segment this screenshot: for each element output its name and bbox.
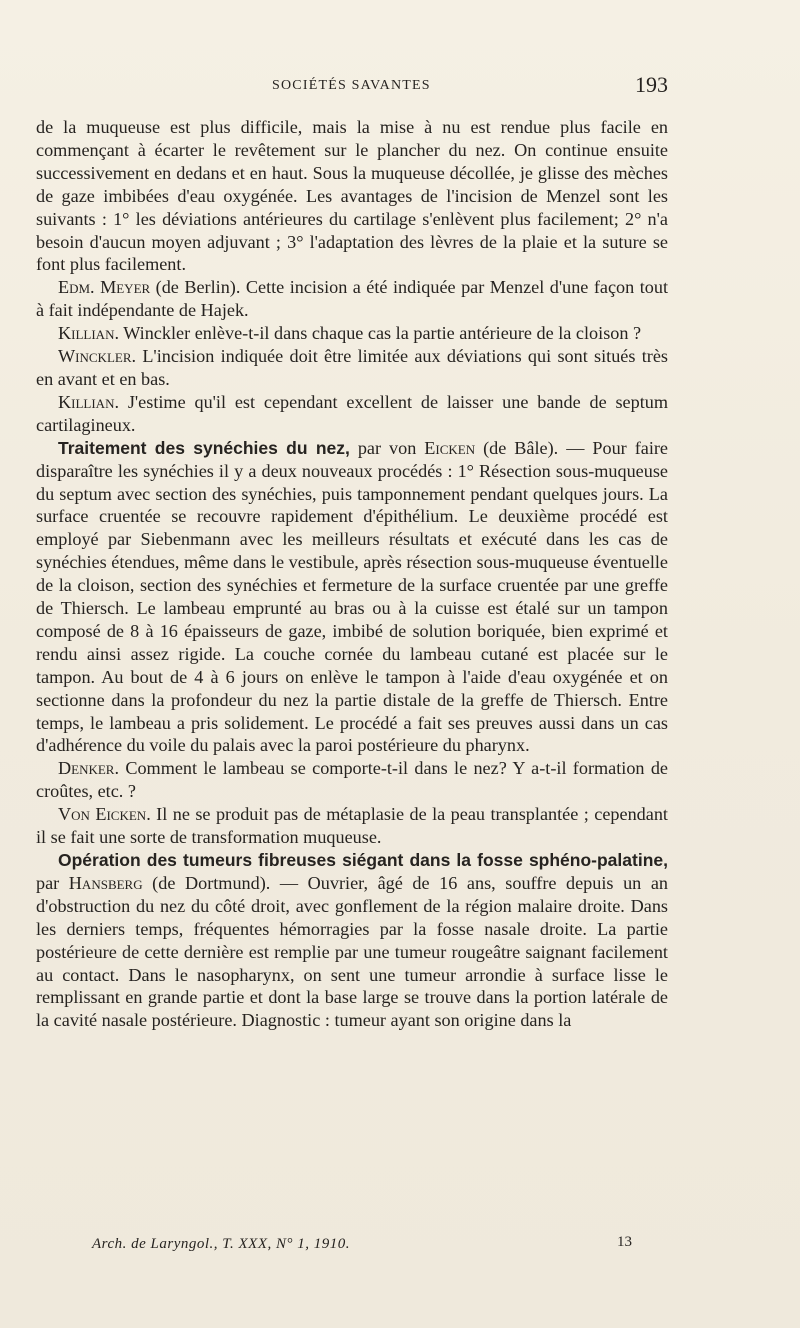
speaker-name: Killian.	[58, 391, 119, 412]
paragraph-text: Winckler enlève-t-il dans chaque cas la partie antérieure de la cloison ?	[119, 323, 642, 344]
paragraph-text: L'incision indiquée doit être limitée aux déviations qui sont situés très en avant et en bas.	[36, 346, 668, 389]
paragraph-text: Il ne se produit pas de métaplasie de la peau transplantée ; cependant il se fait une sorte de transformation muqueuse.	[36, 804, 668, 848]
paragraph-text: Comment le lambeau se comporte-t-il dans le nez? Y a-t-il formation de croûtes, etc. ?	[36, 758, 668, 802]
author-prefix: par	[36, 872, 69, 893]
journal-reference: Arch. de Laryngol., T. XXX, N° 1, 1910.	[92, 1236, 350, 1252]
paragraph-text: J'estime qu'il est cependant excellent de laisser une bande de septum cartilagineux.	[36, 391, 668, 435]
paragraph-text: (de Berlin). Cette incision a été indiquée par Menzel d'une façon tout à fait indépendante de Hajek.	[36, 277, 668, 321]
speaker-name: Killian.	[58, 323, 119, 344]
author-name: Eicken	[424, 437, 476, 458]
paragraph-denker	[36, 757, 668, 803]
paragraph-von-eicken	[36, 803, 668, 849]
page-footer	[92, 1236, 632, 1260]
paragraph-meyer	[36, 276, 668, 322]
paragraph-text: de la muqueuse est plus difficile, mais la mise à nu est rendue plus facile en commençant à écarter le revêtement sur le plancher du nez. On continue ensuite successivement en dedans et en haut. Sous la muqueuse décollée, je glisse des mèches de gaze imbibées d'eau oxygénée. Les avantages de l'incision de Menzel sont les suivants : 1° les déviations antérieures du cartilage s'enlèvent plus facilement; 2° n'a besoin d'aucun moyen adjuvant ; 3° l'adaptation des lèvres de la plaie et la suture se font plus facilement.	[36, 117, 668, 275]
speaker-name: Winckler.	[58, 346, 137, 367]
speaker-name: Edm. Meyer	[58, 277, 151, 298]
section-synechies	[36, 437, 668, 758]
speaker-name: Von Eicken.	[58, 804, 151, 825]
section-heading: Opération des tumeurs fibreuses siégant dans la fosse sphéno-palatine,	[58, 850, 668, 870]
speaker-name: Denker.	[58, 758, 120, 779]
author-name: Hansberg	[68, 872, 143, 893]
paragraph-winckler	[36, 345, 668, 391]
page-number: 193	[635, 72, 668, 97]
paragraph-killian-1	[36, 322, 668, 345]
paragraph-text: (de Bâle). — Pour faire disparaître les synéchies il y a deux nouveaux procédés : 1° Résection sous-muqueuse du septum avec section des synéchies, puis tamponnement pendant quelques jours. La surface cruentée se recouvre rapidement d'épithélium. Le deuxième procédé est employé par Siebenmann avec les meilleurs résultats et exécuté dans les cas de synéchies étendues, même dans le vestibule, après résection sous-muqueuse éventuelle de la cloison, section des synéchies et fermeture de la surface cruentée par une greffe de Thiersch. Le lambeau emprunté au bras ou à la cuisse est étalé sur un tampon composé de 8 à 16 épaisseurs de gaze, imbibé de solution boriquée, bien exprimé et rendu ainsi assez rigide. La couche cornée du lambeau cutané est placée sur le tampon. Au bout de 4 à 6 jours on enlève le tampon à l'aide d'eau oxygénée et on sectionne dans la profondeur du nez la partie distale de la greffe de Thiersch. Entre temps, le lambeau a pris solidement. Le procédé a fait ses preuves aussi dans un cas d'adhérence du voile du palais avec la paroi postérieure du pharynx.	[36, 437, 669, 756]
section-tumeurs	[36, 849, 668, 1032]
author-prefix: par von	[349, 437, 425, 458]
section-heading: Traitement des synéchies du nez,	[58, 437, 350, 458]
paragraph-killian-2	[36, 391, 668, 437]
page-header	[36, 72, 668, 102]
signature-mark: 13	[617, 1234, 632, 1250]
paragraph-text: (de Dortmund). — Ouvrier, âgé de 16 ans, souffre depuis un an d'obstruction du nez du côté droit, avec gonflement de la région malaire droite. Dans les derniers temps, fréquentes hémorragies par la fosse nasale droite. La partie postérieure de cette dernière est remplie par une tumeur rougeâtre saignant facilement au contact. Dans le nasopharynx, on sent une tumeur arrondie à surface lisse le remplissant en grande partie et dont la base large se trouve dans la portion latérale de la cavité nasale postérieure. Diagnostic : tumeur ayant son origine dans la	[36, 872, 668, 1031]
running-title: SOCIÉTÉS SAVANTES	[272, 78, 431, 93]
paragraph-continuation	[36, 116, 668, 276]
body-text	[36, 116, 668, 1032]
